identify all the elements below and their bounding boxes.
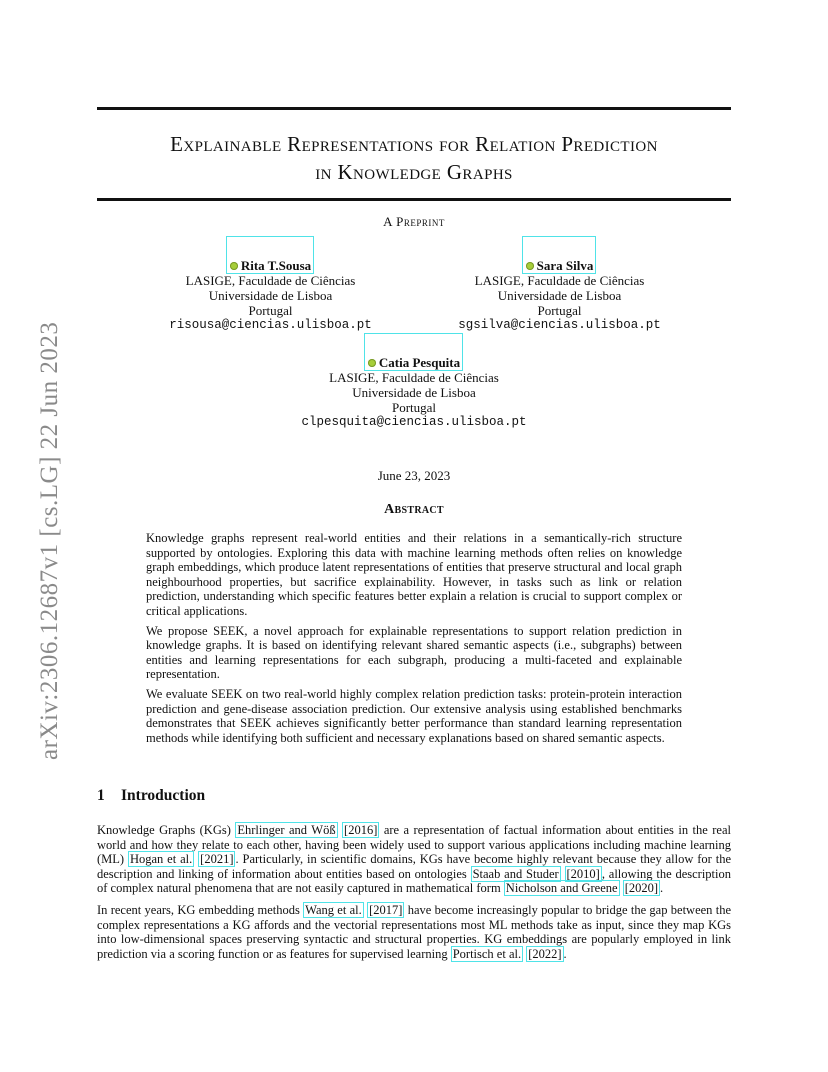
text-run: Knowledge Graphs (KGs) [97, 823, 236, 837]
citation-link[interactable]: Portisch et al. [452, 946, 522, 961]
author-university: Universidade de Lisboa [352, 385, 476, 400]
author-block-2 [437, 258, 682, 333]
author-email[interactable]: risousa@ciencias.ulisboa.pt [169, 318, 372, 332]
text-run [561, 867, 565, 881]
text-run: , allowing the description of complex natural phenomena that are not easily captured in mathematical form [97, 866, 731, 896]
abstract-paragraph-2: We propose SEEK, a novel approach for explainable representations to support relation prediction in knowledge graphs. It is based on identifying relevant shared semantic aspects (i.e., subgraphs) between entities and learning representations for each subgraph, producing a multi-faceted and explainable representation. [146, 623, 682, 682]
citation-year-link[interactable]: [2016] [344, 823, 378, 837]
preprint-label: A Preprint [383, 214, 445, 229]
citation-year-link[interactable]: [2017] [369, 902, 403, 917]
publication-date: June 23, 2023 [377, 468, 451, 483]
title-line-2: in Knowledge Graphs [315, 160, 513, 184]
section-number: 1 [97, 787, 105, 804]
introduction-body [97, 823, 731, 968]
citation-link[interactable]: Ehrlinger and Wöß [237, 823, 336, 837]
author-name[interactable]: Catia Pesquita [378, 355, 461, 370]
abstract-paragraph-1: Knowledge graphs represent real-world entities and their relations in a semantically-rich structure supported by ontologies. Exploring this data with machine learning methods often relies on knowledge graph embeddings, which produce latent representations of entities that preserve structural and local graph neighbourhood properties, but sacrifice explainability. However, in tasks such as link or relation prediction, understanding which specific features better explain a relation is crucial to support complex or critical applications. [146, 531, 682, 618]
citation-link[interactable]: Wang et al. [305, 902, 362, 917]
author-block-3 [282, 355, 546, 430]
citation-year-link[interactable]: [2021] [200, 852, 234, 867]
citation-link[interactable]: Hogan et al. [129, 852, 193, 867]
citation-year-link[interactable]: [2010] [566, 866, 600, 881]
paper-title [97, 130, 731, 186]
section-heading-introduction [97, 787, 205, 805]
author-email[interactable]: sgsilva@ciencias.ulisboa.pt [458, 318, 661, 332]
section-title: Introduction [121, 787, 206, 804]
orcid-icon[interactable] [526, 262, 534, 270]
text-run: In recent years, KG embedding methods [97, 902, 304, 917]
citation-link[interactable]: Nicholson and Greene [505, 881, 618, 896]
author-affiliation: LASIGE, Faculdade de Ciências [185, 273, 356, 288]
title-line-1: Explainable Representations for Relation Prediction [170, 132, 658, 156]
text-run: are a representation of factual information about entities in the real world and how they relate to each other, having been widely used to support various applications including machine learning (ML) [97, 823, 732, 867]
intro-paragraph-2 [97, 903, 731, 961]
author-university: Universidade de Lisboa [208, 288, 333, 303]
abstract-paragraph-3: We evaluate SEEK on two real-world highly complex relation prediction tasks: protein-protein interaction prediction and gene-disease association prediction. Our extensive analysis using established benchmarks demonstrates that SEEK achieves significantly better performance than standard learning representation methods while identifying both sufficient and necessary explanations based on shared semantic aspects. [146, 686, 682, 745]
author-university: Universidade de Lisboa [497, 288, 622, 303]
title-top-rule [97, 107, 731, 110]
arxiv-sidebar-stamp: arXiv:2306.12687v1 [cs.LG] 22 Jun 2023 [36, 321, 63, 760]
citation-year-link[interactable]: [2020] [624, 881, 659, 896]
author-email[interactable]: clpesquita@ciencias.ulisboa.pt [301, 415, 527, 429]
text-run: . [563, 946, 567, 961]
author-affiliation: LASIGE, Faculdade de Ciências [474, 273, 645, 288]
author-block-1 [148, 258, 393, 333]
author-affiliation: LASIGE, Faculdade de Ciências [329, 370, 499, 385]
text-run: have become increasingly popular to bridge the gap between the complex representations a KG affords and the vectorial representations most ML methods take as input, since they map KGs into low-dimensional spaces preserving syntactic and structural properties. KG embeddings are popularly employed in link prediction via a scoring function or as features for supervised learning [97, 902, 731, 961]
citation-link[interactable]: Staab and Studer [472, 866, 559, 881]
text-run: . Particularly, in scientific domains, KGs have become highly relevant because they allow for the description and linking of information about entities based on ontologies [97, 852, 732, 881]
author-name[interactable]: Rita T.Sousa [240, 258, 312, 273]
abstract-body [146, 531, 682, 750]
citation-year-link[interactable]: [2022] [528, 946, 562, 961]
orcid-icon[interactable] [230, 262, 238, 270]
intro-paragraph-1 [97, 823, 731, 896]
text-run: . [660, 881, 664, 896]
title-bottom-rule [97, 198, 731, 201]
author-country: Portugal [537, 303, 582, 318]
abstract-heading: Abstract [384, 502, 444, 517]
orcid-icon[interactable] [368, 359, 376, 367]
author-country: Portugal [391, 400, 437, 415]
author-country: Portugal [248, 303, 293, 318]
author-name[interactable]: Sara Silva [536, 258, 594, 273]
